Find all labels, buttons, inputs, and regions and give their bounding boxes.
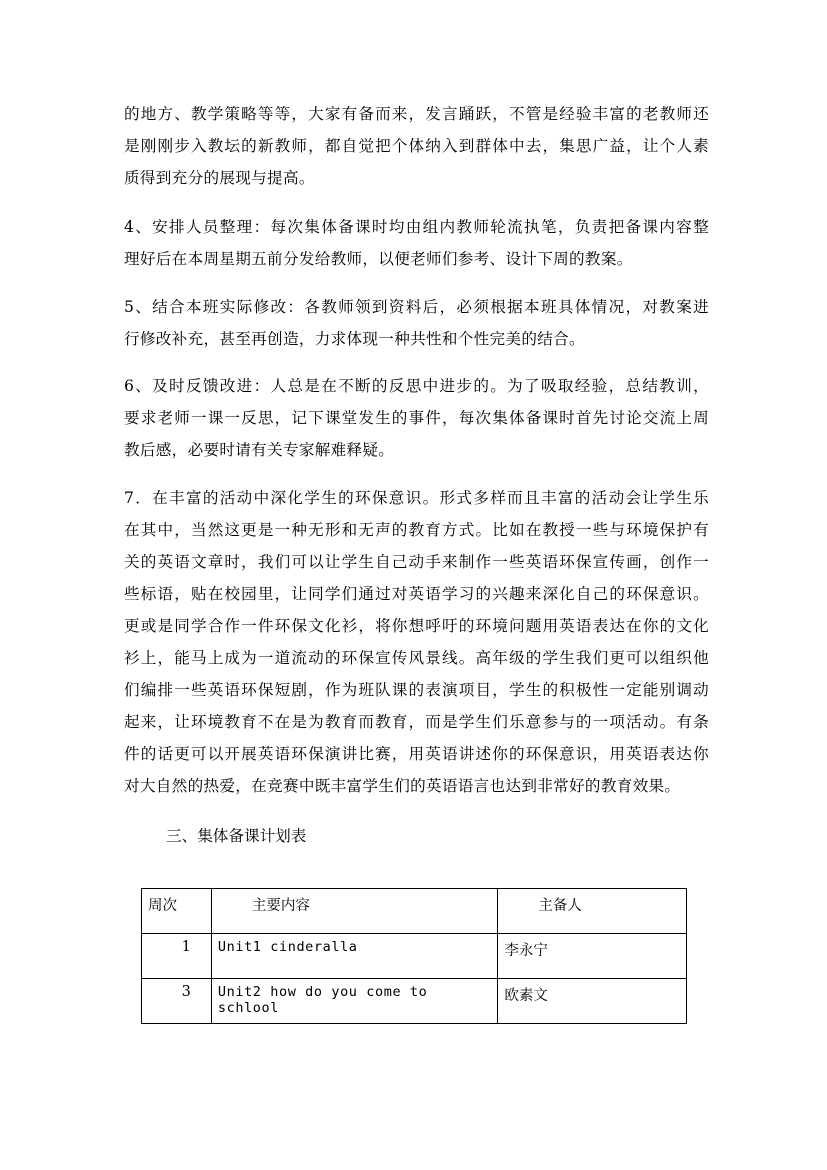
text-line: 教后感，必要时请有关专家解难释疑。	[124, 441, 395, 459]
table-header-row	[142, 889, 687, 934]
text-line: 些标语，贴在校园里，让同学们通过对英语学习的兴趣来深化自己的环保意识。	[124, 585, 709, 603]
text-line: 起来，让环境教育不在是为教育而教育，而是学生们乐意参与的一项活动。有条	[124, 713, 709, 731]
text-line: 质得到充分的展现与提高。	[124, 169, 315, 187]
cell-week: 1	[142, 934, 212, 979]
text-line: 们编排一些英语环保短剧，作为班队课的表演项目，学生的积极性一定能别调动	[124, 681, 709, 699]
text-line: 理好后在本周星期五前分发给教师，以便老师们参考、设计下周的教案。	[124, 250, 633, 268]
paragraph-item-4	[124, 211, 709, 275]
header-week: 周次	[142, 889, 212, 934]
text-line: 在其中，当然这更是一种无形和无声的教育方式。比如在教授一些与环境保护有	[124, 521, 709, 539]
cell-content: Unit1 cinderalla	[211, 934, 497, 979]
text-line: 4、安排人员整理：每次集体备课时均由组内教师轮流执笔，负责把备课内容整	[124, 218, 709, 236]
text-line: 的地方、教学策略等等，大家有备而来，发言踊跃，不管是经验丰富的老教师还	[124, 105, 709, 123]
text-line: 衫上，能马上成为一道流动的环保宣传风景线。高年级的学生我们更可以组织他	[124, 649, 709, 667]
lesson-plan-table	[141, 888, 687, 1024]
paragraph-item-7	[124, 482, 709, 802]
table-row	[142, 934, 687, 979]
text-line: 7．在丰富的活动中深化学生的环保意识。形式多样而且丰富的活动会让学生乐	[124, 489, 709, 507]
cell-preparer: 欧素文	[498, 979, 687, 1024]
cell-preparer: 李永宁	[498, 934, 687, 979]
paragraph-continued	[124, 98, 709, 194]
cell-week: 3	[142, 979, 212, 1024]
text-line: 是刚刚步入教坛的新教师，都自觉把个体纳入到群体中去，集思广益，让个人素	[124, 137, 709, 155]
text-line: 关的英语文章时，我们可以让学生自己动手来制作一些英语环保宣传画，创作一	[124, 553, 709, 571]
text-line: 5、结合本班实际修改：各教师领到资料后，必须根据本班具体情况，对教案进	[124, 298, 709, 316]
paragraph-item-6	[124, 370, 709, 466]
cell-content: Unit2 how do you come to schlool	[211, 979, 497, 1024]
text-line: 6、及时反馈改进：人总是在不断的反思中进步的。为了吸取经验，总结教训，	[124, 377, 709, 395]
paragraph-item-5	[124, 291, 709, 355]
header-preparer: 主备人	[498, 889, 687, 934]
header-content: 主要内容	[211, 889, 497, 934]
section-heading: 三、集体备课计划表	[166, 827, 307, 845]
text-line: 要求老师一课一反思，记下课堂发生的事件，每次集体备课时首先讨论交流上周	[124, 409, 709, 427]
table-row	[142, 979, 687, 1024]
text-line: 件的话更可以开展英语环保演讲比赛，用英语讲述你的环保意识，用英语表达你	[124, 745, 709, 763]
text-line: 更或是同学合作一件环保文化衫，将你想呼吁的环境问题用英语表达在你的文化	[124, 617, 709, 635]
text-line: 对大自然的热爱，在竞赛中既丰富学生们的英语语言也达到非常好的教育效果。	[124, 777, 681, 795]
text-line: 行修改补充，甚至再创造，力求体现一种共性和个性完美的结合。	[124, 330, 585, 348]
